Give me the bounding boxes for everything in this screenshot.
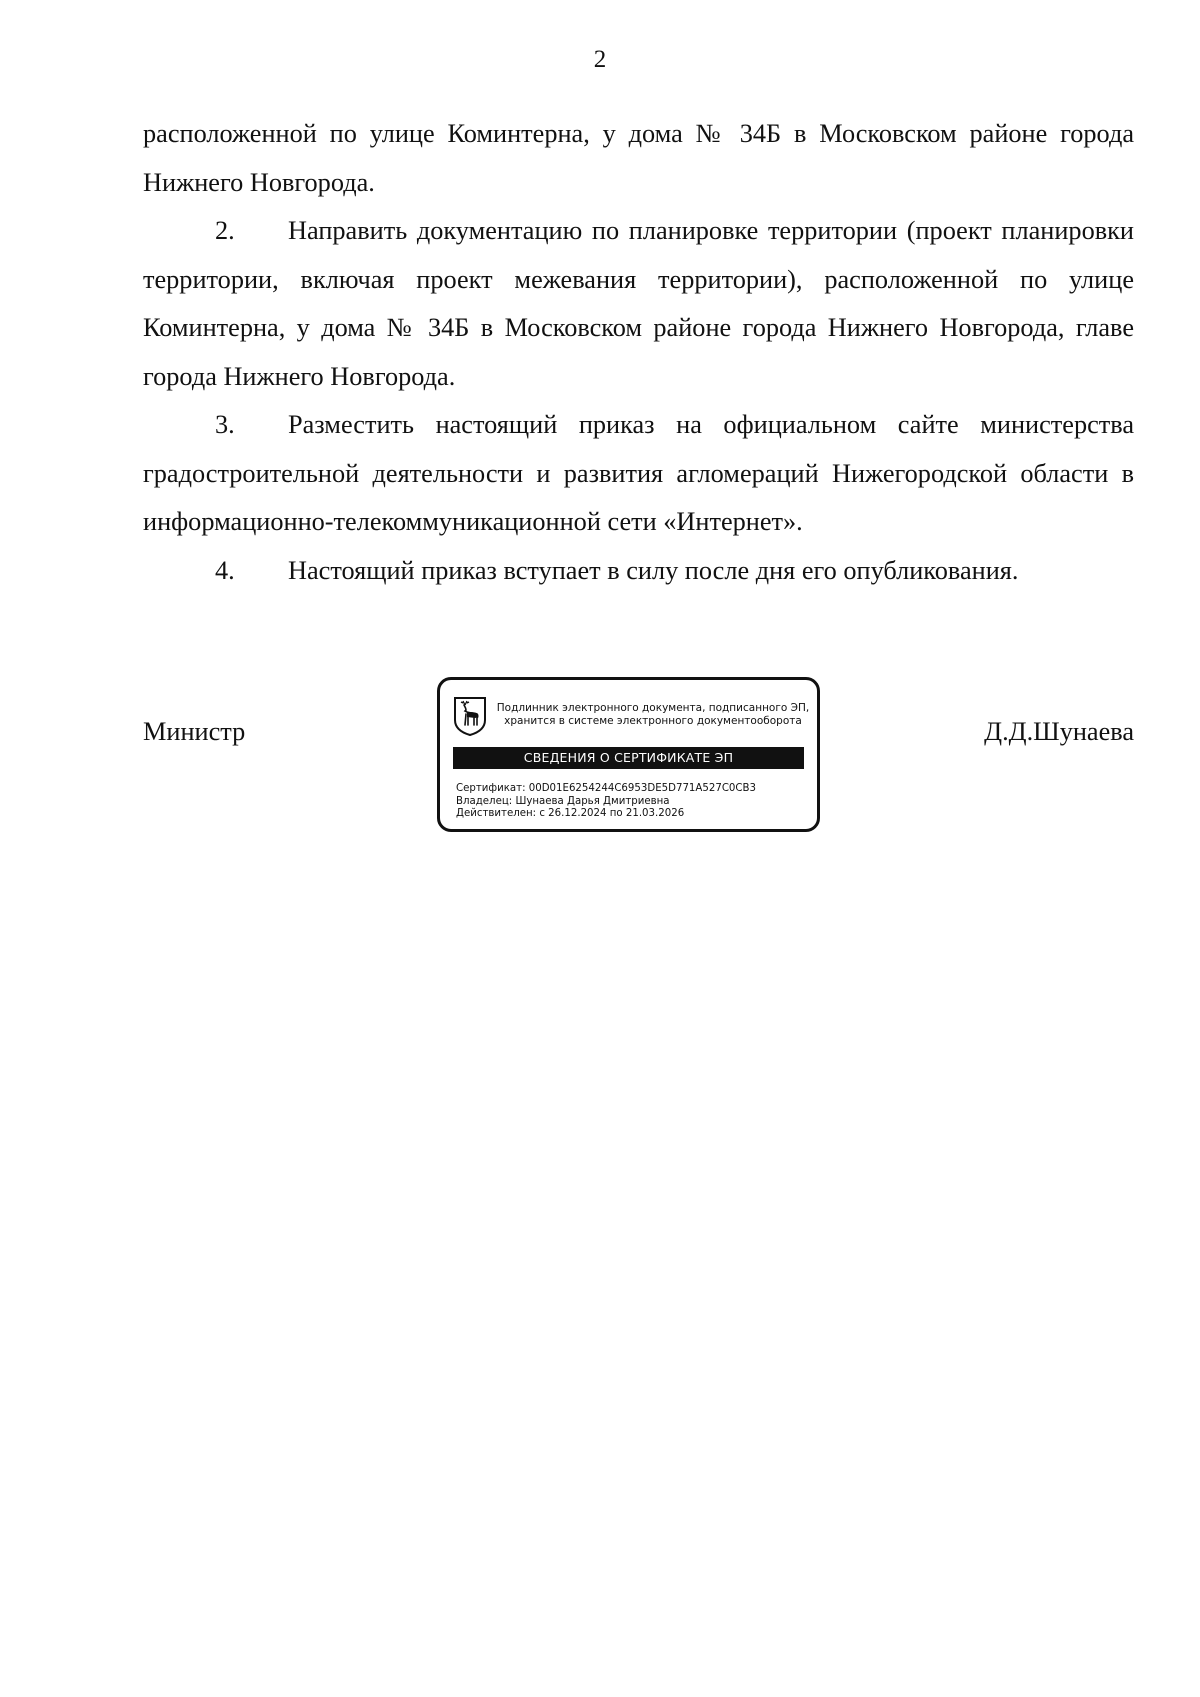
item-text: Разместить настоящий приказ на официальном сайте министерства градостроительной деятельности и развития агломераций Нижегородской области в информационно-телекоммуникационной сети «Интернет». — [143, 410, 1134, 536]
item-text: Направить документацию по планировке территории (проект планировки территории, включая проект межевания территории), расположенной по улице Коминтерна, у дома № 34Б в Московском районе города Нижнего Новгорода, главе города Нижнего Новгорода. — [143, 216, 1134, 391]
item-number: 2. — [215, 216, 235, 245]
page-number: 2 — [593, 46, 607, 73]
electronic-signature-stamp — [437, 677, 820, 832]
stamp-header-line: Подлинник электронного документа, подписанного ЭП, — [496, 702, 810, 714]
order-item-4 — [143, 547, 1134, 596]
item-number: 4. — [215, 555, 235, 585]
document-body — [143, 110, 1134, 595]
signatory-name: Д.Д.Шунаева — [984, 717, 1134, 746]
order-item-3 — [143, 401, 1134, 547]
certificate-owner: Владелец: Шунаева Дарья Дмитриевна — [456, 795, 670, 807]
deer-emblem-icon — [453, 696, 487, 736]
item-number: 3. — [215, 410, 235, 439]
stamp-header — [493, 702, 813, 728]
stamp-title-bar: СВЕДЕНИЯ О СЕРТИФИКАТЕ ЭП — [453, 747, 804, 769]
order-item-2 — [143, 207, 1134, 401]
stamp-certificate-details — [456, 783, 811, 821]
stamp-header-line: хранится в системе электронного документооборота — [504, 715, 802, 727]
certificate-number: Сертификат: 00D01E6254244C6953DE5D771A527C0CB3 — [456, 783, 756, 794]
certificate-validity: Действителен: с 26.12.2024 по 21.03.2026 — [456, 808, 685, 819]
signatory-title: Министр — [143, 717, 246, 746]
paragraph-continuation: расположенной по улице Коминтерна, у дома № 34Б в Московском районе города Нижнего Новгорода. — [143, 119, 1134, 197]
item-text: Настоящий приказ вступает в силу после дня его опубликования. — [288, 555, 1019, 585]
